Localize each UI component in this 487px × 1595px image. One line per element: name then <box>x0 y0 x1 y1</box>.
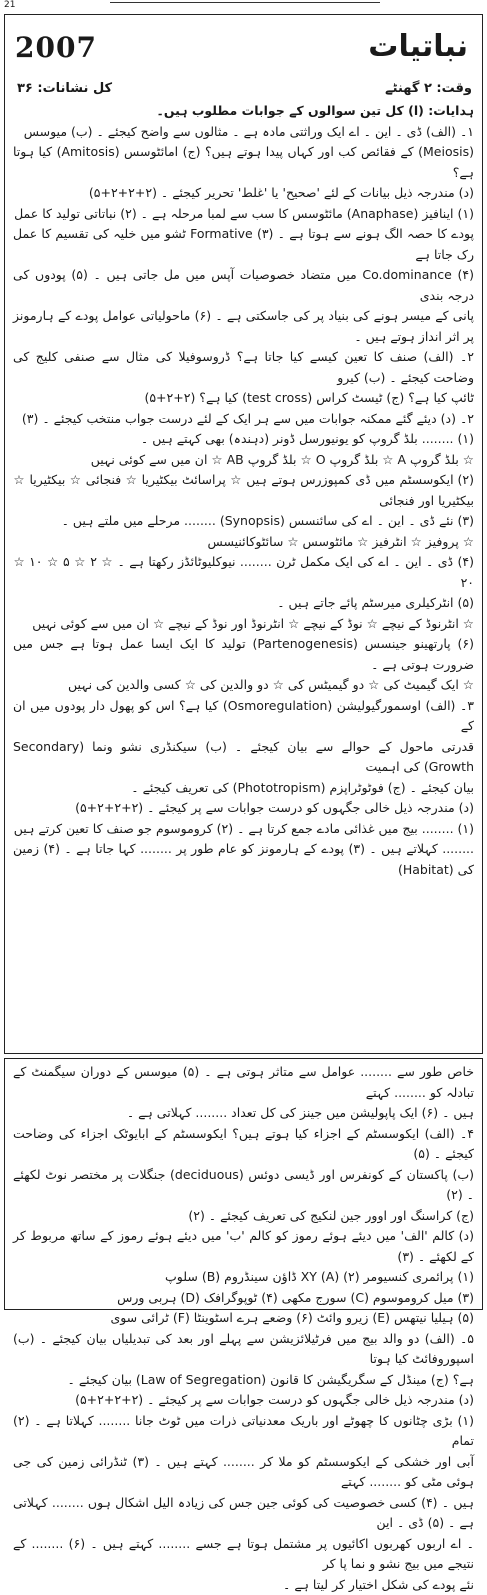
text-line: (۵) انٹرکیلری میرسٹم پائے جاتے ہیں ۔ <box>13 593 474 614</box>
text-line: (۱) پرائمری کنسیومر XY (A) (۲) ڈاؤن سینڈروم (B) سلوپ <box>13 1267 474 1288</box>
text-line: ٹائپ کیا ہے؟ (ج) ٹیسٹ کراس (test cross) کیا ہے؟ (۲+۲+۵) <box>13 388 474 409</box>
text-line: ۲۔ (د) دیئے گئے ممکنہ جوابات میں سے ہر ایک کے لئے درست جواب منتخب کیجئے ۔ (۳) <box>13 409 474 430</box>
text-line: (ج) کراسنگ اور اوور جین لنکیج کی تعریف کیجئے ۔ (۲) <box>13 1206 474 1227</box>
text-line: ۳۔ (الف) اوسمورگیولیشن (Osmoregulation) کیا ہے؟ اس کو پھول دار پودوں میں ان کے <box>13 696 474 737</box>
text-line: (د) مندرجہ ذیل خالی جگہوں کو درست جوابات سے پر کیجئے ۔ (۲+۲+۲+۵) <box>13 1390 474 1411</box>
text-line: (Meiosis) کے فقائص کب اور کہاں پیدا ہوتے ہیں؟ (ج) امائٹوسس (Amitosis) کیا ہوتا ہے؟ <box>13 142 474 183</box>
text-line: ........ کہلاتے ہیں ۔ (۳) پودے کے ہارمونز کو عام طور پر ........ کہا جاتا ہے ۔ (۴) زمین کی (Habitat) <box>13 839 474 880</box>
question-panel-1 <box>4 14 483 1054</box>
text-line: (د) مندرجہ ذیل بیانات کے لئے 'صحیح' یا 'غلط' تحریر کیجئے ۔ (۲+۲+۲+۵) <box>13 183 474 204</box>
text-line: (۳) نئے ڈی ۔ این ۔ اے کی سائنسس (Synopsis) ........ مرحلے میں ملتے ہیں ۔ <box>13 511 474 532</box>
text-line: قدرتی ماحول کے حوالے سے بیان کیجئے ۔ (ب) سیکنڈری نشو ونما (Secondary Growth) کی اہمیت <box>13 737 474 778</box>
text-line: (۳) میل کروموسوم (C) سورج مکھی (۴) ٹوپوگرافک (D) ہربی ورس <box>13 1288 474 1309</box>
text-line: ۴۔ (الف) ایکوسسٹم کے اجزاء کیا ہوتے ہیں؟ ایکوسسٹم کے ابایوٹک اجزاء کی وضاحت کیجئے ۔ (۵) <box>13 1124 474 1165</box>
panel-1-lines <box>13 122 474 881</box>
panel-2-lines <box>13 1062 474 1595</box>
text-line: ہیں ۔ (۶) ایک پاپولیشن میں جینز کی کل تعداد ........ کہلاتی ہے ۔ <box>13 1103 474 1124</box>
text-line: (۱) بڑی چٹانوں کا چھوٹے اور باریک معدنیاتی ذرات میں ٹوٹ جانا ........ کہلاتا ہے ۔ (۲) تمام <box>13 1411 474 1452</box>
instructions: ہدایات: (ا) کل تین سوالوں کے جوابات مطلوب ہیں۔ <box>13 101 474 122</box>
text-line: ☆ پروفیز ☆ انٹرفیز ☆ مائٹوسس ☆ سائٹوکائنیسس <box>13 532 474 553</box>
question-panel-2 <box>4 1058 483 1310</box>
text-line: (۶) پارتھینو جینسس (Partenogenesis) تولید کا ایک ایسا عمل ہوتا ہے جس میں ضرورت ہوتی ہے ۔ <box>13 634 474 675</box>
top-rule <box>110 2 380 3</box>
text-line: ☆ بلڈ گروپ A ☆ بلڈ گروپ O ☆ بلڈ گروپ AB ☆ ان میں سے کوئی نہیں <box>13 450 474 471</box>
text-line: (۵) ہیلیا نیتھس (E) زیرو وائٹ (۶) وضعے ہرے اسٹوینٹا (F) ٹرائی سوی <box>13 1308 474 1329</box>
text-line: ☆ انٹرنوڈ کے نیچے ☆ نوڈ کے نیچے ☆ انٹرنوڈ اور نوڈ کے نیچے ☆ ان میں سے کوئی نہیں <box>13 614 474 635</box>
subject-title: نباتیات <box>368 29 468 64</box>
text-line: ۲۔ (الف) صنف کا تعین کیسے کیا جاتا ہے؟ ڈروسوفیلا کی مثال سے صنفی کلیج کی وضاحت کیجئے ۔ (ب) کیرو <box>13 347 474 388</box>
text-line: (۱) اینافیز (Anaphase) مائٹوسس کا سب سے لمبا مرحلہ ہے ۔ (۲) نباتاتی تولید کا عمل <box>13 204 474 225</box>
text-line: ہیں ۔ (۴) کسی خصوصیت کی کوئی جین جس کی زیادہ الیل اشکال ہوں ........ کہلاتی ہے ۔ (۵) ڈی ۔ این <box>13 1493 474 1534</box>
text-line: ۱۔ (الف) ڈی ۔ این ۔ اے ایک وراثتی مادہ ہے ۔ مثالوں سے واضح کیجئے ۔ (ب) میوسس <box>13 122 474 143</box>
text-line: ۔ اے اربوں کھربوں اکائیوں پر مشتمل ہوتا ہے جسے ........ کہتے ہیں ۔ (۶) ........ کے نتیجے میں بیج نشو و نما پا کر <box>13 1534 474 1575</box>
text-line: نئے پودے کی شکل اختیار کر لیتا ہے ۔ <box>13 1575 474 1595</box>
exam-time: وقت: ۲ گھنٹے <box>385 81 472 96</box>
text-line: (۴) ڈی ۔ این ۔ اے کی ایک مکمل ٹرن ........ نیوکلیوٹائڈز رکھتا ہے ۔ ☆ ۲ ☆ ۵ ☆ ۱۰ ☆ ۲۰ <box>13 552 474 593</box>
text-line: (ب) پاکستان کے کونفرس اور ڈیسی دوئس (deciduous) جنگلات پر مختصر نوٹ لکھئے ۔ (۲) <box>13 1165 474 1206</box>
text-line: پانی کے میسر ہونے کی بنیاد پر کی جاسکتی ہے ۔ (۶) ماحولیاتی عوامل پودے کے ہارمونز پر اثر انداز ہوتے ہیں ۔ <box>13 306 474 347</box>
text-line: (۴) Co.dominance میں متضاد خصوصیات آپس میں مل جاتی ہیں ۔ (۵) پودوں کی درجہ بندی <box>13 265 474 306</box>
text-line: (۲) ایکوسسٹم میں ڈی کمپوزرس ہوتے ہیں ☆ پراسائٹ بیکٹیریا ☆ فنجائی ☆ بیکٹیریا ☆ بیکٹیریا اور فنجائی <box>13 470 474 511</box>
text-line: (۱) ........ بلڈ گروپ کو یونیورسل ڈونر (دہندہ) بھی کہتے ہیں ۔ <box>13 429 474 450</box>
text-line: (۱) ........ بیج میں غذائی مادے جمع کرتا ہے ۔ (۲) کروموسوم جو صنف کا تعین کرتے ہیں <box>13 819 474 840</box>
text-line: پودے کا حصہ الگ ہونے سے ہوتا ہے ۔ (۳) Formative ٹشو میں خلیہ کی تقسیم کا عمل رک جاتا ہے <box>13 224 474 265</box>
total-marks: کل نشانات: ۳۶ <box>17 81 112 96</box>
panel-2-body <box>13 1062 474 1595</box>
text-line: خاص طور سے ........ عوامل سے متاثر ہوتی ہے ۔ (۵) میوسس کے دوران سیگمنٹ کے تبادلہ کو ........ کہتے <box>13 1062 474 1103</box>
page-number: 21 <box>4 0 15 10</box>
exam-year: 2007 <box>15 31 97 64</box>
text-line: (د) مندرجہ ذیل خالی جگہوں کو درست جوابات سے پر کیجئے ۔ (۲+۲+۲+۵) <box>13 798 474 819</box>
text-line: (د) کالم 'الف' میں دیئے ہوئے رموز کو کالم 'ب' میں دیئے ہوئے رموز کے ساتھ مربوط کر کے لکھئے ۔ (۳) <box>13 1226 474 1267</box>
text-line: بیان کیجئے ۔ (ج) فوٹوٹراپزم (Phototropism) کی تعریف کیجئے ۔ <box>13 778 474 799</box>
text-line: ۵۔ (الف) دو والد بیج میں فرٹیلائزیشن سے پہلے اور بعد کی تبدیلیاں بیان کیجئے ۔ (ب) اسپوروفائٹ کیا ہوتا <box>13 1329 474 1370</box>
text-line: آبی اور خشکی کے ایکوسسٹم کو ملا کر ........ کہتے ہیں ۔ (۳) ٹنڈرائی زمین کی جی ہوئی مٹی کو ........ کہتے <box>13 1452 474 1493</box>
text-line: ہے؟ (ج) مینڈل کے سگریگیشن کا قانون (Law of Segregation) بیان کیجئے ۔ <box>13 1370 474 1391</box>
panel-1-body <box>13 101 474 880</box>
text-line: ☆ ایک گیمیٹ کی ☆ دو گیمیٹس کی ☆ دو والدین کی ☆ کسی والدین کی نہیں <box>13 675 474 696</box>
